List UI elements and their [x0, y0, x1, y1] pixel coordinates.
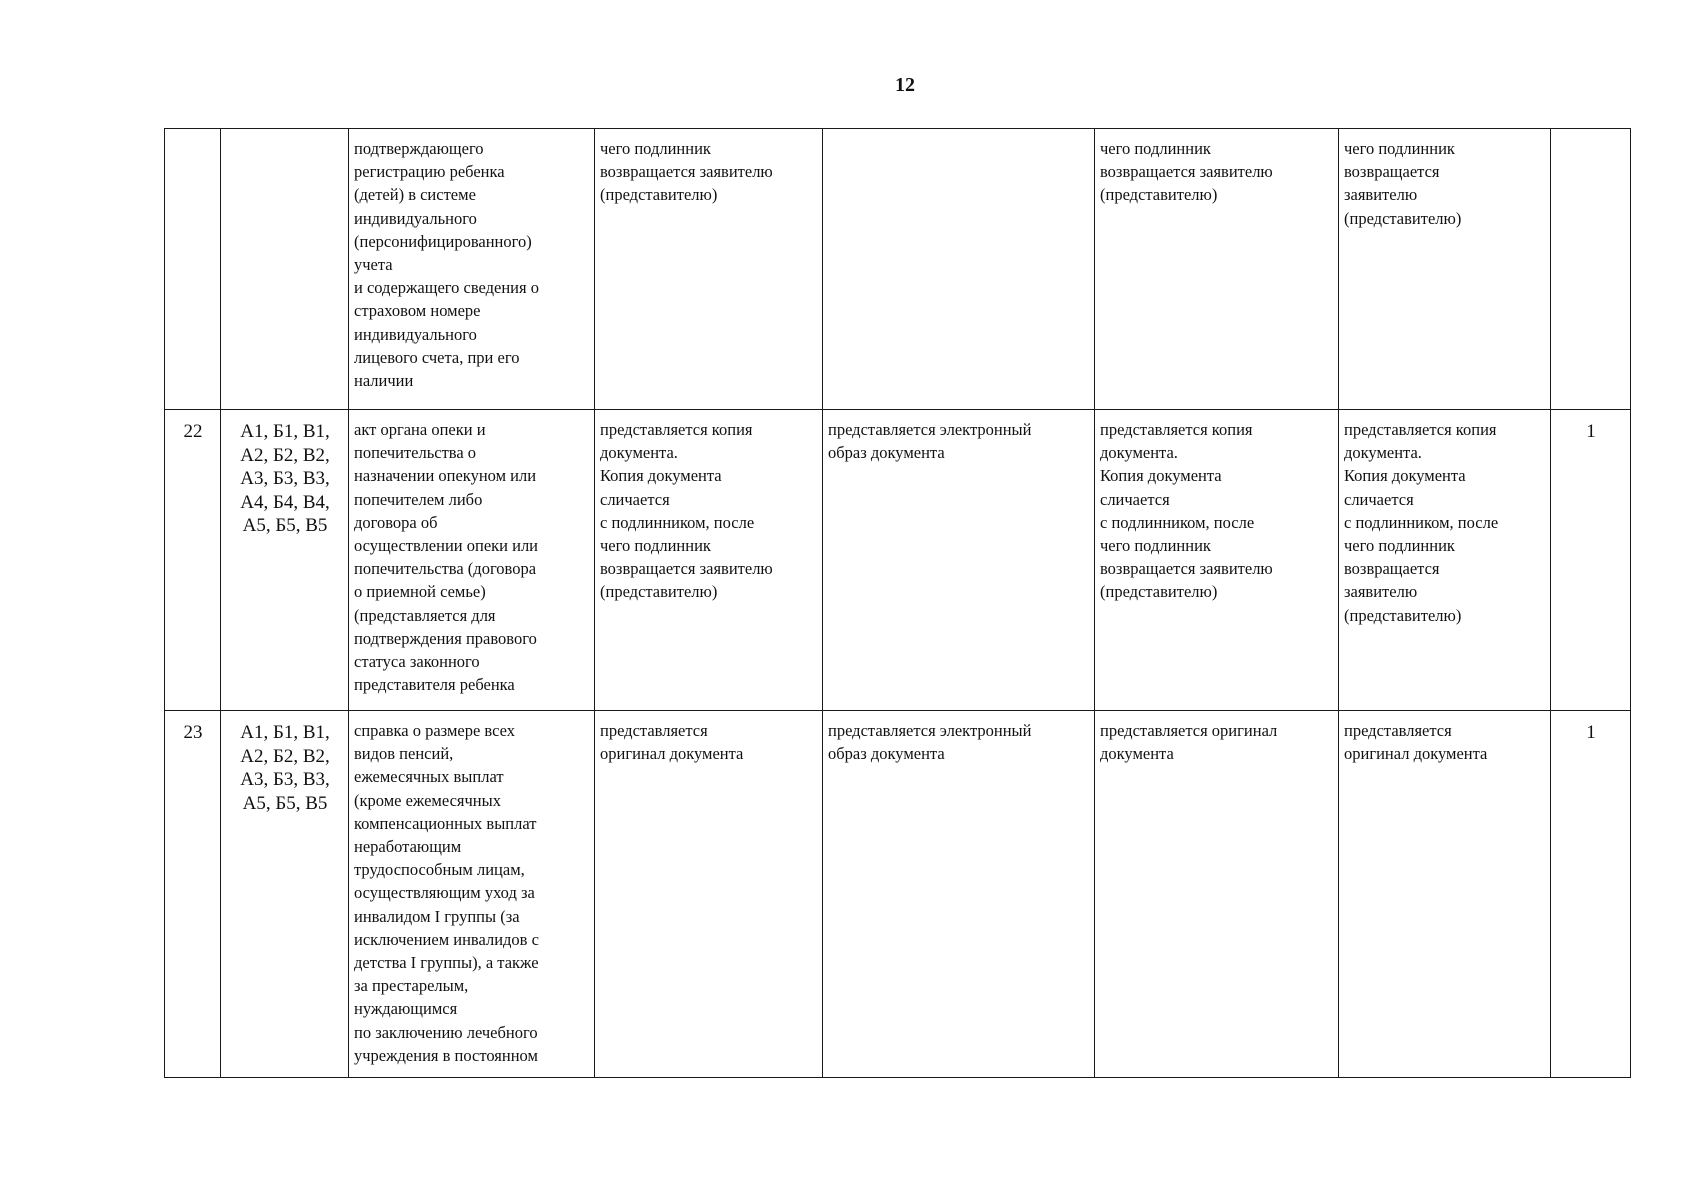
- copies-count-cell: 1: [1551, 410, 1631, 711]
- document-name-cell: подтверждающего регистрацию ребенка (детей) в системе индивидуального (персонифицированного) учета и содержащего сведения о страховом номере индивидуального лицевого счета, при его наличии: [349, 129, 595, 410]
- submission-mode-cell: представляется оригинал документа: [1095, 711, 1339, 1078]
- page-number: 12: [895, 74, 915, 96]
- submission-mode-cell: чего подлинник возвращается заявителю (представителю): [595, 129, 823, 410]
- category-codes-cell: А1, Б1, В1, А2, Б2, В2, А3, Б3, В3, А4, Б4, В4, А5, Б5, В5: [221, 410, 349, 711]
- electronic-submission-cell: [823, 129, 1095, 410]
- electronic-submission-cell: представляется электронный образ документа: [823, 410, 1095, 711]
- submission-mode-cell: чего подлинник возвращается заявителю (представителю): [1095, 129, 1339, 410]
- copies-count-cell: [1551, 129, 1631, 410]
- submission-mode-cell: представляется оригинал документа: [1339, 711, 1551, 1078]
- category-codes-cell: [221, 129, 349, 410]
- copies-count-cell: 1: [1551, 711, 1631, 1078]
- table-row: [165, 129, 1631, 410]
- row-number-cell: 23: [165, 711, 221, 1078]
- submission-mode-cell: представляется копия документа. Копия документа сличается с подлинником, после чего подлинник возвращается заявителю (представителю): [1339, 410, 1551, 711]
- table-row: [165, 410, 1631, 711]
- category-codes-cell: А1, Б1, В1, А2, Б2, В2, А3, Б3, В3, А5, Б5, В5: [221, 711, 349, 1078]
- documents-table: [164, 128, 1631, 1078]
- submission-mode-cell: представляется копия документа. Копия документа сличается с подлинником, после чего подлинник возвращается заявителю (представителю): [595, 410, 823, 711]
- submission-mode-cell: представляется оригинал документа: [595, 711, 823, 1078]
- document-name-cell: справка о размере всех видов пенсий, ежемесячных выплат (кроме ежемесячных компенсационных выплат неработающим трудоспособным лицам, осуществляющим уход за инвалидом I группы (за исключением инвалидов с детства I группы), а также за престарелым, нуждающимся по заключению лечебного учреждения в постоянном: [349, 711, 595, 1078]
- row-number-cell: 22: [165, 410, 221, 711]
- table-row: [165, 711, 1631, 1078]
- submission-mode-cell: чего подлинник возвращается заявителю (представителю): [1339, 129, 1551, 410]
- submission-mode-cell: представляется копия документа. Копия документа сличается с подлинником, после чего подлинник возвращается заявителю (представителю): [1095, 410, 1339, 711]
- electronic-submission-cell: представляется электронный образ документа: [823, 711, 1095, 1078]
- document-name-cell: акт органа опеки и попечительства о назначении опекуном или попечителем либо договора об осуществлении опеки или попечительства (договора о приемной семье) (представляется для подтверждения правового статуса законного представителя ребенка: [349, 410, 595, 711]
- row-number-cell: [165, 129, 221, 410]
